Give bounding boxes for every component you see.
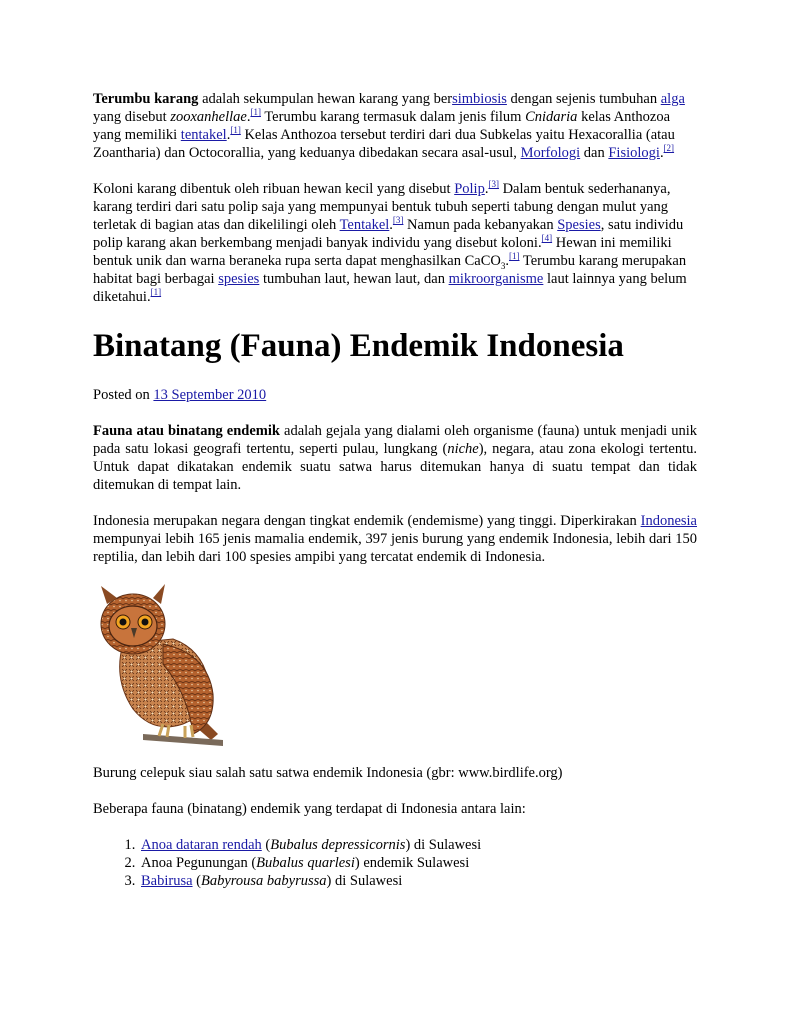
link-simbiosis[interactable]: simbiosis — [452, 91, 507, 107]
endemic-list — [93, 836, 697, 890]
posted-date-link[interactable]: 13 September 2010 — [153, 387, 267, 403]
ref-1d[interactable]: [1] — [150, 287, 162, 298]
coral-paragraph-1: Terumbu karang adalah sekumpulan hewan karang yang bersimbiosis dengan sejenis tumbuhan alga yang disebut zooxanhellae.[1] Terumbu karang termasuk dalam jenis filum Cnidaria kelas Anthozoa yang memiliki tentakel.[1] Kelas Anthozoa tersebut terdiri dari dua Subkelas yaitu Hexacorallia (atau Zoantharia) dan Octocorallia, yang keduanya dibedakan secara asal-usul, Morfologi dan Fisiologi.[2] — [93, 91, 685, 161]
document-page — [93, 90, 697, 890]
link-fisiologi[interactable]: Fisiologi — [608, 145, 660, 161]
posted-line: Posted on 13 September 2010 — [93, 387, 267, 403]
link-anoa-dataran-rendah[interactable]: Anoa dataran rendah — [141, 837, 262, 853]
ref-2[interactable]: [2] — [663, 143, 675, 154]
owl-illustration — [93, 584, 233, 754]
list-item: 3. Babirusa (Babyrousa babyrussa) di Sulawesi — [139, 872, 697, 890]
link-indonesia[interactable]: Indonesia — [640, 513, 697, 529]
owl-icon — [93, 584, 233, 754]
link-tentakel-2[interactable]: Tentakel — [339, 217, 390, 233]
list-intro: Beberapa fauna (binatang) endemik yang terdapat di Indonesia antara lain: — [93, 801, 526, 817]
ref-1[interactable]: [1] — [250, 107, 261, 118]
link-mikroorganisme[interactable]: mikroorganisme — [448, 271, 544, 287]
link-morfologi[interactable]: Morfologi — [520, 145, 581, 161]
ref-4[interactable]: [4] — [541, 233, 553, 244]
link-spesies-2[interactable]: spesies — [218, 271, 260, 287]
list-item: 2. Anoa Pegunungan (Bubalus quarlesi) endemik Sulawesi — [139, 854, 697, 872]
link-babirusa[interactable]: Babirusa — [141, 873, 193, 889]
image-caption: Burung celepuk siau salah satu satwa endemik Indonesia (gbr: www.birdlife.org) — [93, 765, 563, 781]
link-polip[interactable]: Polip — [454, 181, 485, 197]
ref-1c[interactable]: [1] — [509, 251, 520, 262]
ref-1b[interactable]: [1] — [230, 125, 241, 136]
ref-3[interactable]: [3] — [488, 179, 499, 190]
fauna-paragraph-2: Indonesia merupakan negara dengan tingkat endemik (endemisme) yang tinggi. Diperkirakan Indonesia mempunyai lebih 165 jenis mamalia endemik, 397 jenis burung yang endemik Indonesia, lebih dari 150 reptilia, dan lebih dari 100 spesies ampibi yang tercatat endemik di Indonesia. — [93, 513, 697, 565]
ref-3b[interactable]: [3] — [392, 215, 404, 226]
link-alga[interactable]: alga — [660, 91, 685, 107]
fauna-paragraph-1: Fauna atau binatang endemik adalah gejala yang dialami oleh organisme (fauna) untuk menjadi unik pada satu lokasi geografi tertentu, seperti pulau, lungkang (niche), negara, atau zona ekologi tertentu. Untuk dapat dikatakan endemik suatu satwa harus ditemukan hanya di suatu tempat dan tidak ditemukan di tempat lain. — [93, 423, 698, 493]
link-spesies[interactable]: Spesies — [557, 217, 601, 233]
article-title: Binatang (Fauna) Endemik Indonesia — [93, 328, 624, 364]
link-tentakel[interactable]: tentakel — [180, 127, 227, 143]
list-item: 1. Anoa dataran rendah (Bubalus depressicornis) di Sulawesi — [139, 836, 697, 854]
coral-paragraph-2: Koloni karang dibentuk oleh ribuan hewan kecil yang disebut Polip.[3] Dalam bentuk sederhananya, karang terdiri dari satu polip saja yang mempunyai bentuk tubuh seperti tabung dengan mulut yang terletak di bagian atas dan dikelilingi oleh Tentakel.[3] Namun pada kebanyakan Spesies, satu individu polip karang akan berkembang menjadi banyak individu yang disebut koloni.[4] Hewan ini memiliki bentuk unik dan warna beraneka rupa serta dapat menghasilkan CaCO$_3$.[1] Terumbu karang merupakan habitat bagi berbagai spesies tumbuhan laut, hewan laut, dan mikroorganisme laut lainnya yang belum diketahui.[1] — [93, 179, 687, 305]
